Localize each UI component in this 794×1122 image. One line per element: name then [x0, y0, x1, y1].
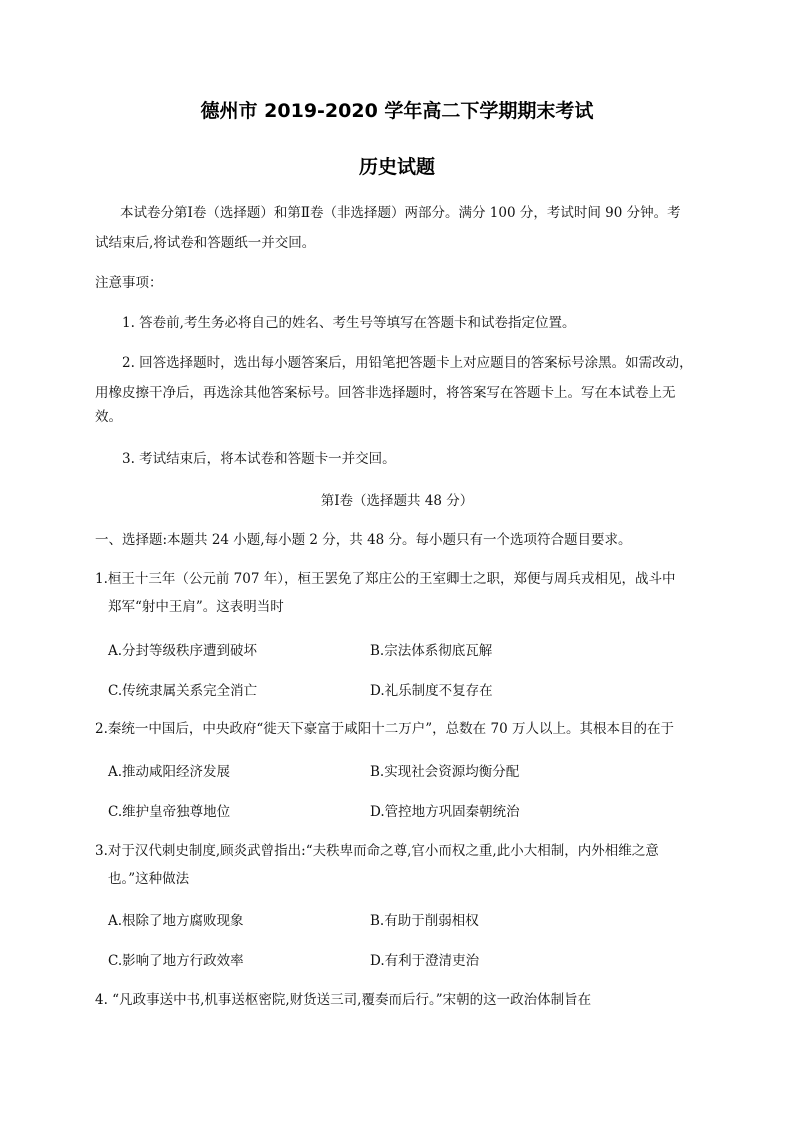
question-2-option-b: B.实现社会资源均衡分配: [370, 764, 520, 780]
notice-item-2-line-2: 用橡皮擦干净后，再选涂其他答案标号。回答非选择题时，将答案写在答题卡上。写在本试卷上无: [95, 385, 676, 401]
question-3-stem-line-2: 也。”这种做法: [108, 871, 190, 887]
exam-title: 德州市 2019-2020 学年高二下学期期末考试: [200, 100, 594, 122]
question-2-option-d: D.管控地方巩固秦朝统治: [370, 804, 520, 820]
question-2-option-c: C.维护皇帝独尊地位: [108, 804, 231, 820]
notice-item-1: 1. 答卷前,考生务必将自己的姓名、考生号等填写在答题卡和试卷指定位置。: [122, 315, 576, 331]
notice-item-3: 3. 考试结束后，将本试卷和答题卡一并交回。: [122, 451, 396, 467]
question-3-option-b: B.有助于削弱相权: [370, 913, 479, 929]
notice-item-2-line-1: 2. 回答选择题时，选出每小题答案后，用铅笔把答题卡上对应题目的答案标号涂黑。如需改动，: [122, 355, 693, 371]
notice-heading: 注意事项：: [95, 275, 163, 291]
question-1-option-d: D.礼乐制度不复存在: [370, 683, 493, 699]
question-2-stem-line-1: 2.秦统一中国后，中央政府“徙天下豪富于咸阳十二万户”，总数在 70 万人以上。其根本目的在于: [95, 721, 674, 737]
question-1-stem-line-1: 1.桓王十三年（公元前 707 年），桓王罢免了郑庄公的王室卿士之职，郑便与周兵戎相见，战斗中: [95, 571, 676, 587]
section-title: 第Ⅰ卷（选择题共 48 分）: [320, 493, 474, 509]
question-1-option-a: A.分封等级秩序遭到破坏: [108, 643, 258, 659]
question-1-option-c: C.传统隶属关系完全消亡: [108, 683, 258, 699]
intro-line-1: 本试卷分第Ⅰ卷（选择题）和第Ⅱ卷（非选择题）两部分。满分 100 分，考试时间 90 分钟。考: [120, 205, 681, 221]
question-3-option-a: A.根除了地方腐败现象: [108, 913, 244, 929]
intro-line-2: 试结束后,将试卷和答题纸一并交回。: [95, 235, 316, 251]
question-3-option-d: D.有利于澄清吏治: [370, 953, 480, 969]
question-1-option-b: B.宗法体系彻底瓦解: [370, 643, 493, 659]
question-1-stem-line-2: 郑军“射中王肩”。这表明当时: [108, 599, 284, 615]
question-4-stem-line-1: 4. “凡政事送中书,机事送枢密院,财货送三司,覆奏而后行。”宋朝的这一政治体制旨在: [95, 992, 592, 1008]
question-2-option-a: A.推动咸阳经济发展: [108, 764, 231, 780]
section-instruction: 一、选择题:本题共 24 小题,每小题 2 分，共 48 分。每小题只有一个选项符合题目要求。: [95, 532, 632, 548]
notice-item-2-line-3: 效。: [95, 409, 122, 425]
question-3-option-c: C.影响了地方行政效率: [108, 953, 244, 969]
exam-subject-title: 历史试题: [358, 156, 435, 178]
question-3-stem-line-1: 3.对于汉代刺史制度,顾炎武曾指出:“夫秩卑而命之尊,官小而权之重,此小大相制，内外相维之意: [95, 843, 659, 859]
